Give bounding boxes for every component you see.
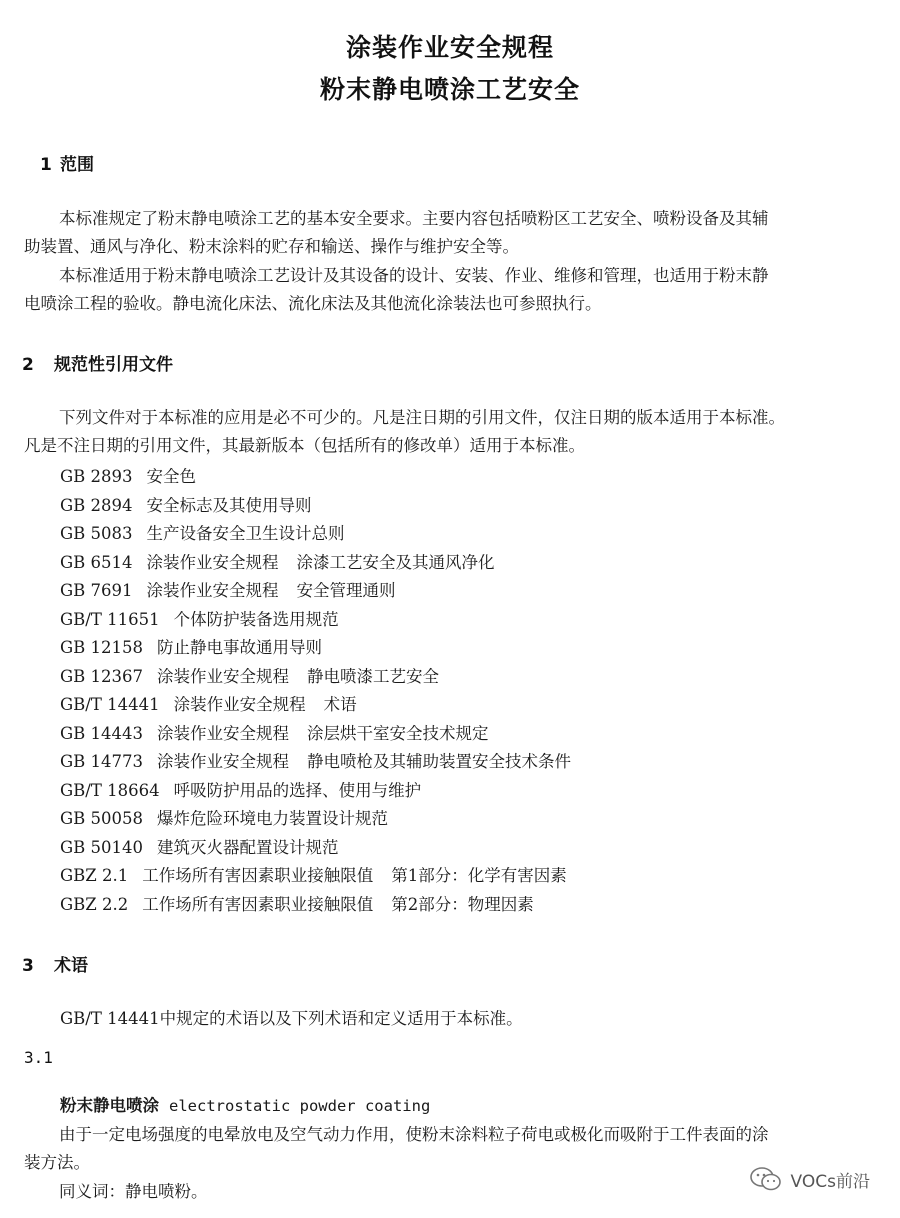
reference-code: GB 12158 <box>60 638 144 657</box>
subsection-3-1-number: 3.1 <box>24 1048 53 1067</box>
reference-code: GB 2894 <box>60 495 133 515</box>
reference-title: 呼吸防护用品的选择、使用与维护 <box>173 780 422 800</box>
reference-subtitle: 静电喷漆工艺安全 <box>307 666 440 686</box>
section-3-intro <box>60 1005 880 1033</box>
reference-title: 安全标志及其使用导则 <box>146 495 312 515</box>
reference-code: GB/T 14441 <box>60 695 160 714</box>
reference-item <box>60 634 571 663</box>
s1-p1-line2: 助装置、通风与净化、粉末涂料的贮存和输送、操作与维护安全等。 <box>24 237 519 256</box>
reference-code: GB 2893 <box>60 467 133 486</box>
reference-title: 涂装作业安全规程 <box>146 581 279 600</box>
reference-code: GB 7691 <box>60 581 133 600</box>
section-2-number: 2 <box>22 355 34 375</box>
reference-code: GB 50058 <box>60 809 144 828</box>
section-3-heading <box>22 951 88 976</box>
reference-title: 工作场所有害因素职业接触限值 <box>142 866 374 885</box>
reference-item <box>60 834 571 863</box>
watermark <box>749 1166 870 1192</box>
reference-code: GBZ 2.1 <box>60 866 129 885</box>
definition-line1: 由于一定电场强度的电晕放电及空气动力作用，使粉末涂料粒子荷电或极化而吸附于工件表面的涂 <box>59 1125 769 1144</box>
reference-code: GB 6514 <box>60 552 133 572</box>
term-english: electrostatic powder coating <box>169 1097 431 1115</box>
wechat-chat-icon <box>749 1166 783 1192</box>
section-1-title: 范围 <box>60 155 94 175</box>
doc-title-line2: 粉末静电喷涂工艺安全 <box>319 75 580 104</box>
reference-title: 防止静电事故通用导则 <box>157 638 323 657</box>
reference-subtitle: 第1部分：化学有害因素 <box>391 866 567 885</box>
section-1-paragraph-2 <box>24 262 880 318</box>
reference-item <box>60 691 571 720</box>
reference-code: GB 50140 <box>60 837 144 857</box>
definition-line2: 装方法。 <box>24 1153 90 1172</box>
s1-p1-line1: 本标准规定了粉末静电喷涂工艺的基本安全要求。主要内容包括喷粉区工艺安全、喷粉设备及其辅 <box>59 209 769 228</box>
s2-intro-line1: 下列文件对于本标准的应用是必不可少的。凡是注日期的引用文件，仅注日期的版本适用于本标准。 <box>59 408 785 427</box>
s3-intro-line: GB/T 14441中规定的术语以及下列术语和定义适用于本标准。 <box>60 1009 523 1028</box>
reference-subtitle: 涂层烘干室安全技术规定 <box>307 723 489 743</box>
synonym-text: 同义词：静电喷粉。 <box>59 1182 208 1201</box>
reference-subtitle: 涂漆工艺安全及其通风净化 <box>296 552 495 572</box>
section-1-heading <box>22 150 94 175</box>
s2-intro-line2: 凡是不注日期的引用文件，其最新版本（包括所有的修改单）适用于本标准。 <box>24 436 585 455</box>
watermark-text: VOCs前沿 <box>790 1171 870 1192</box>
reference-subtitle: 第2部分：物理因素 <box>391 894 534 914</box>
reference-title: 涂装作业安全规程 <box>173 695 306 714</box>
section-2-intro <box>24 404 880 460</box>
reference-item <box>60 549 571 578</box>
s1-p2-line2: 电喷涂工程的验收。静电流化床法、流化床法及其他流化涂装法也可参照执行。 <box>24 294 602 313</box>
reference-item <box>60 720 571 749</box>
reference-title: 工作场所有害因素职业接触限值 <box>142 894 374 914</box>
reference-code: GB 5083 <box>60 524 133 543</box>
reference-title: 建筑灭火器配置设计规范 <box>157 837 339 857</box>
reference-code: GB/T 11651 <box>60 609 160 629</box>
reference-item <box>60 805 571 834</box>
s1-p2-line1: 本标准适用于粉末静电喷涂工艺设计及其设备的设计、安装、作业、维修和管理，也适用于粉末静 <box>59 266 769 285</box>
reference-item <box>60 777 571 806</box>
section-3-title: 术语 <box>54 956 88 976</box>
reference-title: 个体防护装备选用规范 <box>173 609 339 629</box>
reference-subtitle: 术语 <box>323 695 357 714</box>
reference-title: 生产设备安全卫生设计总则 <box>146 524 345 543</box>
reference-code: GB 12367 <box>60 666 144 686</box>
reference-title: 安全色 <box>146 467 197 486</box>
section-1-paragraph-1 <box>24 205 880 261</box>
term-chinese: 粉末静电喷涂 <box>60 1096 159 1115</box>
reference-code: GB 14773 <box>60 752 144 771</box>
reference-item <box>60 748 571 777</box>
reference-item <box>60 891 571 920</box>
reference-item <box>60 862 571 891</box>
reference-subtitle: 静电喷枪及其辅助装置安全技术条件 <box>307 752 572 771</box>
reference-title: 涂装作业安全规程 <box>157 752 290 771</box>
reference-item <box>60 492 571 521</box>
section-3-number: 3 <box>22 956 34 976</box>
reference-item <box>60 606 571 635</box>
reference-item <box>60 663 571 692</box>
reference-item <box>60 520 571 549</box>
reference-title: 涂装作业安全规程 <box>157 666 290 686</box>
reference-title: 涂装作业安全规程 <box>157 723 290 743</box>
term-entry <box>60 1092 430 1116</box>
section-2-heading <box>22 350 173 375</box>
section-1-number: 1 <box>40 155 52 175</box>
reference-title: 爆炸危险环境电力装置设计规范 <box>157 809 389 828</box>
reference-code: GB 14443 <box>60 723 144 743</box>
reference-title: 涂装作业安全规程 <box>146 552 279 572</box>
reference-item <box>60 577 571 606</box>
reference-list <box>60 463 571 919</box>
reference-subtitle: 安全管理通则 <box>296 581 396 600</box>
reference-code: GBZ 2.2 <box>60 894 129 914</box>
doc-title-line1: 涂装作业安全规程 <box>345 33 554 62</box>
reference-code: GB/T 18664 <box>60 780 160 800</box>
section-2-title: 规范性引用文件 <box>54 355 173 375</box>
reference-item <box>60 463 571 492</box>
